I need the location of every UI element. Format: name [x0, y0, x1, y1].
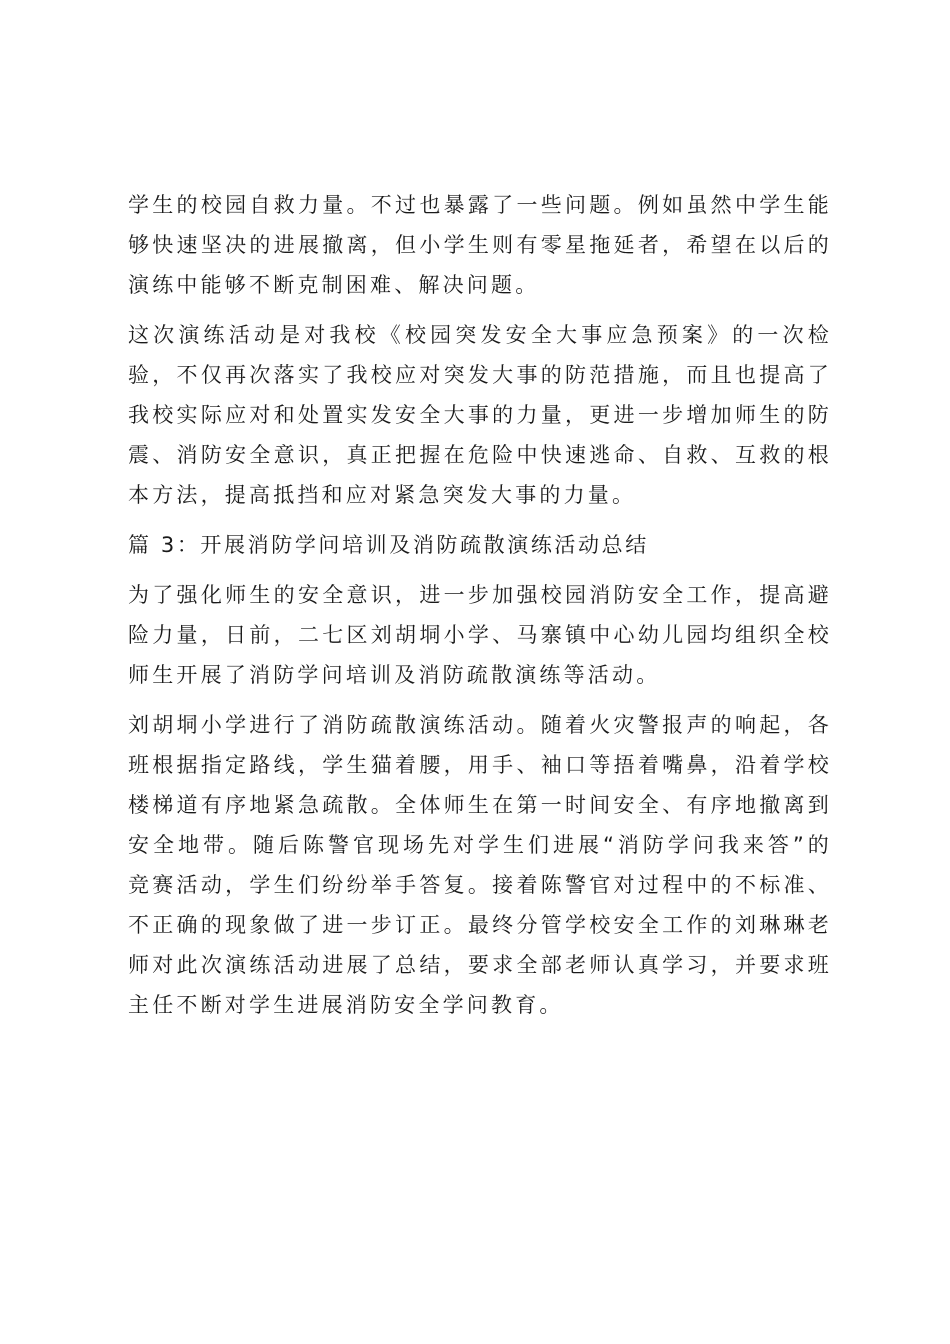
section-paragraph-1: 为了强化师生的安全意识，进一步加强校园消防安全工作，提高避险力量，日前，二七区刘胡垌小学、马寨镇中心幼儿园均组织全校师生开展了消防学问培训及消防疏散演练等活动。 — [128, 583, 832, 687]
section-paragraph-2: 刘胡垌小学进行了消防疏散演练活动。随着火灾警报声的响起，各班根据指定路线，学生猫着腰，用手、袖口等捂着嘴鼻，沿着学校楼梯道有序地紧急疏散。全体师生在第一时间安全、有序地撤离到安全地带。随后陈警官现场先对学生们进展“消防学问我来答”的竞赛活动，学生们纷纷举手答复。接着陈警官对过程中的不标准、不正确的现象做了进一步订正。最终分管学校安全工作的刘琳琳老师对此次演练活动进展了总结，要求全部老师认真学习，并要求班主任不断对学生进展消防安全学问教育。 — [128, 713, 832, 1017]
section-heading: 篇 3：开展消防学问培训及消防疏散演练活动总结 — [128, 533, 649, 557]
paragraph-1: 学生的校园自救力量。不过也暴露了一些问题。例如虽然中学生能够快速坚决的进展撤离，但小学生则有零星拖延者，希望在以后的演练中能够不断克制困难、解决问题。 — [128, 193, 832, 297]
document-body — [128, 185, 832, 1035]
paragraph-2: 这次演练活动是对我校《校园突发安全大事应急预案》的一次检验，不仅再次落实了我校应对突发大事的防范措施，而且也提高了我校实际应对和处置实发安全大事的力量，更进一步增加师生的防震、消防安全意识，真正把握在危险中快速逃命、自救、互救的根本方法，提高抵挡和应对紧急突发大事的力量。 — [128, 323, 832, 507]
